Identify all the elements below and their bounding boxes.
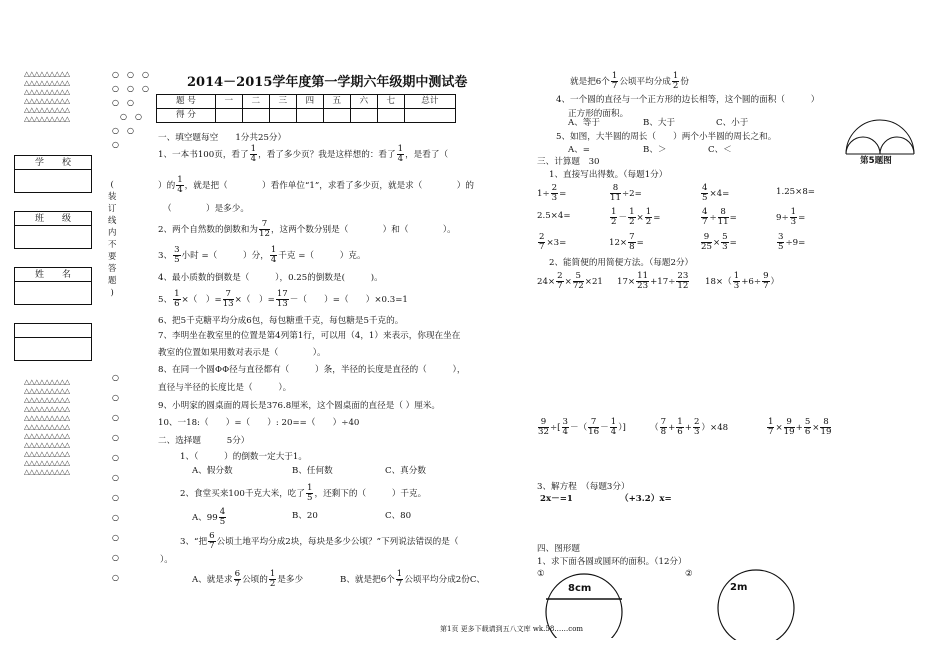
calc-1-10: 12× $\frac{7}{8}$ = (609, 232, 644, 252)
choice-4-line-1: 4、一个圆的直径与一个正方形的边长相等，这个圆的面积（ ） (556, 95, 820, 105)
calc-1-3: $\frac{4}{5}$ ×4= (702, 183, 730, 203)
choice-2: 2、食堂买来100千克大米，吃了 $\frac{1}{5}$ ，还剩下的（ ）千克。 (180, 483, 427, 503)
question-7-line-1: 7、李明坐在教室里的位置是第4列第1行，可以用（4，1）来表示，你现在坐在 (158, 331, 461, 341)
choice-2-option-b[interactable]: B、20 (292, 511, 318, 521)
name-box (14, 267, 92, 305)
question-4: 4、最小质数的倒数是（ ），0.25的倒数是( )。 (158, 273, 383, 283)
choice-4-option-b[interactable]: B、大于 (643, 118, 676, 128)
choice-1-option-c[interactable]: C、真分数 (385, 466, 426, 476)
choice-3-line-2: ）。 (160, 555, 173, 565)
question-7-line-2: 教室的位置如果用数对表示是（ ）。 (158, 348, 326, 358)
question-1-line-2: ）的 $\frac{1}{4}$ ，就是把（ ）看作单位“1”，求看了多少页，就是求（ ）的 (158, 175, 474, 195)
choice-4-option-a[interactable]: A、等于 (568, 118, 600, 128)
question-6: 6、把5千克糖平均分成6包，每包糖重千克，每包糖是5千克的。 (158, 316, 404, 326)
circle-radius-2m (716, 568, 796, 640)
choice-2-option-a[interactable]: A、99 $\frac{4}{5}$ (192, 507, 226, 527)
calc-2-3: 18×（ $\frac{1}{3}$ +6÷ $\frac{9}{7}$ ） (705, 271, 780, 291)
calc-2-1: 24× $\frac{2}{7}$ × $\frac{5}{72}$ ×21 (537, 271, 603, 291)
calc-2-5: （ $\frac{7}{8}$ + $\frac{1}{6}$ + $\frac{2}{3}$ ）×48 (650, 417, 729, 437)
calc-1-7: $\frac{4}{7}$ ÷ $\frac{8}{11}$ = (702, 207, 737, 227)
grade-header: 三 (269, 95, 296, 109)
name-label: 姓 名 (15, 268, 91, 282)
calc-2-4: $\frac{9}{32}$ ÷[ $\frac{3}{4}$ －（ $\frac{7}{16}$ － $\frac{1}{4}$ ）] (538, 417, 626, 437)
calc-1-11: $\frac{9}{25}$ × $\frac{5}{3}$ = (701, 232, 737, 252)
grade-header: 五 (323, 95, 350, 109)
score-cell[interactable] (242, 109, 269, 123)
calc-1-12: $\frac{3}{5}$ ÷9= (778, 232, 806, 252)
figure-5-caption: 第5题图 (860, 156, 892, 166)
section-1-heading: 一、填空题每空 1分共25分） (158, 133, 287, 143)
choice-4-line-2: 正方形的面积。 (568, 109, 629, 119)
choice-4-option-c[interactable]: C、小于 (716, 118, 749, 128)
semicircle-figure (842, 118, 922, 160)
question-3: 3、 $\frac{3}{5}$ 小时 =（ ）分， $\frac{1}{4}$ 千克 =（ ）克。 (158, 245, 366, 265)
score-cell[interactable] (296, 109, 323, 123)
section-2-heading: 二、选择题 5分） (158, 436, 250, 446)
question-2: 2、两个自然数的倒数和为 $\frac{7}{12}$ ，这两个数分别是（ ）和（ ）。 (158, 219, 456, 239)
binding-marks-top: △△△△△△△△△ △△△△△△△△△ △△△△△△△△△ △△△△△△△△△ △△△△△△△△△ △△△△△△△△△ (24, 70, 70, 123)
question-5: 5、 $\frac{1}{6}$ ×（ ）= $\frac{7}{13}$ ×（ ）= $\frac{17}{13}$ －（ ）=（ ）×0.3=1 (158, 289, 408, 309)
blank-box (14, 323, 92, 361)
question-8-line-1: 8、在同一个圆ΦΦ径与直径都有（ ）条，半径的长度是直径的（ ）， (158, 365, 466, 375)
grade-header: 题 号 (157, 95, 216, 109)
class-label: 班 级 (15, 212, 91, 226)
score-cell[interactable] (404, 109, 455, 123)
page-title: 2014－2015学年度第一学期六年级期中测试卷 (187, 75, 468, 90)
binding-notice: ( 装 订 线 内 不 要 答 题 ) (107, 179, 117, 297)
figure-1-number: ① (537, 569, 545, 579)
calc-1-2: $\frac{8}{11}$ ÷2= (610, 183, 642, 203)
choice-5-option-b[interactable]: B、＞ (643, 145, 667, 155)
grade-header: 一 (215, 95, 242, 109)
grade-table (156, 94, 456, 123)
grade-header: 二 (242, 95, 269, 109)
choice-1-option-a[interactable]: A、假分数 (192, 466, 233, 476)
calc-2-2: 17× $\frac{11}{23}$ +17÷ $\frac{23}{12}$ (617, 271, 689, 291)
score-cell[interactable] (350, 109, 377, 123)
choice-3-option-b[interactable]: B、就是把6个 $\frac{1}{7}$ 公顷平均分成2份C、 (340, 569, 486, 589)
page-footer: 第1页 更多下载请到五八文库 wk.58……com (440, 625, 584, 633)
choice-5: 5、如图，大半圆的周长（ ）两个小半圆的周长之和。 (556, 132, 777, 142)
grade-header: 六 (350, 95, 377, 109)
calc-2-heading: 2、能简便的用简便方法。（每题2分） (549, 258, 694, 268)
score-cell[interactable] (269, 109, 296, 123)
choice-3-line-1: 3、“把 $\frac{6}{7}$ 公顷土地平均分成2块，每块是多少公顷？”下列说法错误的是（ (180, 531, 459, 551)
grade-header: 总计 (404, 95, 455, 109)
school-box (14, 155, 92, 193)
calc-2-6: $\frac{1}{7}$ × $\frac{9}{19}$ + $\frac{5}{6}$ × $\frac{8}{19}$ (768, 417, 832, 437)
section-4-heading: 四、图形题 (537, 544, 580, 554)
grade-row-label: 得 分 (157, 109, 216, 123)
grade-header: 四 (296, 95, 323, 109)
figure-1-heading: 1、求下面各圆或圆环的面积。（12分） (537, 557, 687, 567)
score-cell[interactable] (323, 109, 350, 123)
question-10: 10、一18:（ ）=（ ）: 20==（ ）÷40 (158, 418, 360, 428)
choice-1: 1、（ ）的倒数一定大于1。 (180, 452, 307, 462)
calc-1-8: 9÷ $\frac{1}{3}$ = (776, 207, 806, 227)
circle-1-label: 8cm (568, 583, 592, 594)
question-9: 9、小明家的圆桌面的周长是376.8厘米，这个圆桌面的直径是（ ）厘米。 (158, 401, 441, 411)
grade-header: 七 (377, 95, 404, 109)
question-8-line-2: 直径与半径的长度比是（ ）。 (158, 383, 292, 393)
binding-marks-bottom: △△△△△△△△△ △△△△△△△△△ △△△△△△△△△ △△△△△△△△△ △△△△△△△△△ △△△△△△△△△ △△△△△△△△△ △△△△△△△△△ △△△△△△△△△ △△△△△△△△△ △△△△△△△△△ (24, 378, 70, 476)
score-cell[interactable] (377, 109, 404, 123)
score-cell[interactable] (215, 109, 242, 123)
binding-holes-top: ○ ○ ○ ○ ○ ○ ○ ○ ○ ○ ○ ○ ○ (112, 70, 149, 149)
equation-1: 2x－=1 (540, 494, 573, 504)
choice-3-option-c[interactable]: 就是把6个 $\frac{1}{7}$ 公顷平均分成 $\frac{1}{2}$ 份 (570, 71, 689, 91)
choice-2-option-c[interactable]: C、80 (385, 511, 412, 521)
choice-5-option-c[interactable]: C、＜ (708, 145, 732, 155)
choice-1-option-b[interactable]: B、任何数 (292, 466, 333, 476)
equation-2: （+3.2）x= (620, 494, 672, 504)
calc-1-4: 1.25×8= (776, 187, 816, 197)
circle-2-label: 2m (730, 582, 748, 593)
choice-5-option-a[interactable]: A、= (568, 145, 591, 155)
calc-1-6: $\frac{1}{2}$ － $\frac{1}{2}$ × $\frac{1}{2}$ = (611, 207, 661, 227)
section-3-heading: 三、计算题 30 (537, 157, 600, 167)
question-1-line-1: 1、一本书100页，看了 $\frac{1}{4}$ ，看了多少页？我是这样想的：看了 $\frac{1}{4}$ ，是看了（ (158, 144, 449, 164)
calc-1-5: 2.5×4= (537, 211, 571, 221)
binding-holes-bottom: ○ ○ ○ ○ ○ ○ ○ ○ ○ ○ ○ (112, 373, 119, 582)
figure-2-number: ② (685, 569, 693, 579)
choice-3-option-a[interactable]: A、就是求 $\frac{6}{7}$ 公顷的 $\frac{1}{2}$ 是多少 (192, 569, 304, 589)
class-box (14, 211, 92, 249)
school-label: 学 校 (15, 156, 91, 170)
calc-1-heading: 1、直接写出得数。（每题1分） (549, 170, 668, 180)
question-1-line-3: （ ）是多少。 (163, 204, 249, 214)
calc-1-9: $\frac{2}{7}$ ×3= (539, 232, 567, 252)
calc-3-heading: 3、解方程 （每题3分） (537, 482, 630, 492)
calc-1-1: 1÷ $\frac{2}{3}$ = (537, 183, 567, 203)
